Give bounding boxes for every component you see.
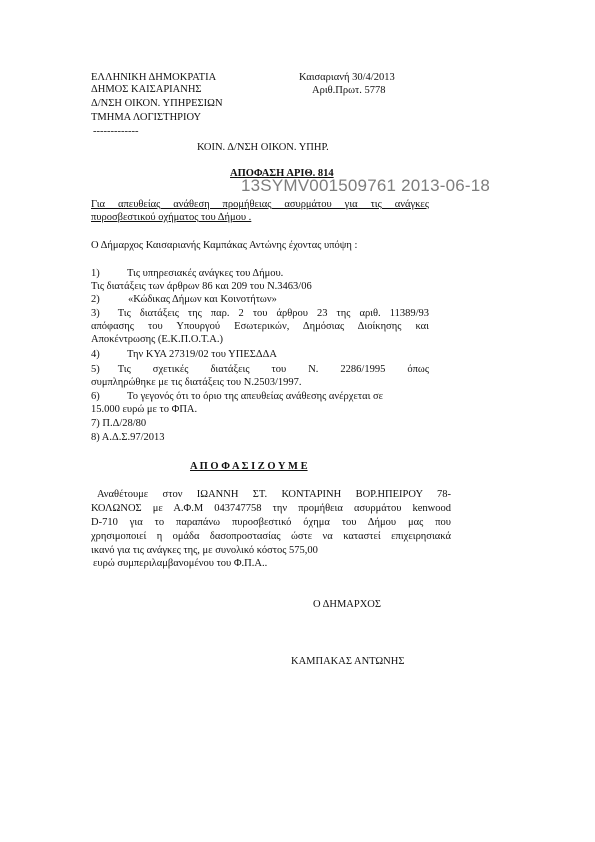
item-text: Τις διατάξεις της παρ. 2 του άρθρου 23 της αριθ. 11389/93 <box>117 308 429 319</box>
item-text: Το γεγονός ότι το όριο της απευθείας ανάθεσης ανέρχεται σε <box>127 391 384 402</box>
signature-role: Ο ΔΗΜΑΡΧΟΣ <box>313 599 381 610</box>
consideration-5 <box>91 364 429 376</box>
consideration-7: 7) Π.Δ/28/80 <box>91 418 147 429</box>
consideration-6 <box>91 391 383 403</box>
item-number: 3) <box>91 308 100 319</box>
intro-text: Ο Δήμαρχος Καισαριανής Καμπάκας Αντώνης έχοντας υπόψη : <box>91 240 358 251</box>
header-dashes: ------------- <box>93 126 139 137</box>
item-text: Τις σχετικές διατάξεις του Ν. 2286/1995 όπως <box>117 364 429 375</box>
item-text: «Κώδικας Δήμων και Κοινοτήτων» <box>128 294 277 305</box>
protocol-number: Αριθ.Πρωτ. 5778 <box>312 85 386 96</box>
header-directorate: Δ/ΝΣΗ ΟΙΚΟΝ. ΥΠΗΡΕΣΙΩΝ <box>91 98 223 109</box>
item-number: 4) <box>91 349 100 360</box>
item-number: 2) <box>91 294 100 305</box>
body-line-4: χρησιμοποιεί η ομάδα δασοπροστασίας ώστε να καταστεί επιχειρησιακά <box>91 531 451 542</box>
subject-line-2: πυροσβεστικού οχήματος του Δήμου . <box>91 212 252 223</box>
item-text: Τις υπηρεσιακές ανάγκες του Δήμου. <box>127 268 284 279</box>
consideration-3 <box>91 308 429 320</box>
subject-line-1: Για απευθείας ανάθεση προμήθειας ασυρμάτου για τις ανάγκες <box>91 199 429 210</box>
body-line-2: ΚΟΛΩΝΟΣ με Α.Φ.Μ 043747758 την προμήθεια ασυρμάτου kenwood <box>91 503 451 514</box>
body-line-5: ικανό για τις ανάγκες της, με συνολικό κόστος 575,00 <box>91 545 318 556</box>
consideration-3b: απόφασης του Υπουργού Εσωτερικών, Δημόσιας Διοίκησης και <box>91 321 429 332</box>
place-date: Καισαριανή 30/4/2013 <box>299 72 395 83</box>
consideration-6b: 15.000 ευρώ με το ΦΠΑ. <box>91 404 198 415</box>
body-line-3: D-710 για το παραπάνω πυροσβεστικό όχημα του Δήμου μας που <box>91 517 451 528</box>
recipient: ΚΟΙΝ. Δ/ΝΣΗ ΟΙΚΟΝ. ΥΠΗΡ. <box>197 142 329 153</box>
decision-title: ΑΠΟΦΑΣΗ ΑΡΙΘ. 814 <box>230 168 334 179</box>
consideration-8: 8) Α.Δ.Σ.97/2013 <box>91 432 165 443</box>
header-municipality: ΔΗΜΟΣ ΚΑΙΣΑΡΙΑΝΗΣ <box>91 84 202 95</box>
header-country: ΕΛΛΗΝΙΚΗ ΔΗΜΟΚΡΑΤΙΑ <box>91 72 217 83</box>
body-line-6: ευρώ συμπεριλαμβανομένου του Φ.Π.Α.. <box>93 558 268 569</box>
header-department: ΤΜΗΜΑ ΛΟΓΙΣΤΗΡΙΟΥ <box>91 112 202 123</box>
consideration-1b: Τις διατάξεις των άρθρων 86 και 209 του Ν.3463/06 <box>91 281 312 292</box>
signature-name: ΚΑΜΠΑΚΑΣ ΑΝΤΩΝΗΣ <box>291 656 405 667</box>
consideration-4 <box>91 349 277 361</box>
decide-heading: Α Π Ο Φ Α Σ Ι Ζ Ο Υ Μ Ε <box>190 461 308 472</box>
body-line-1: Αναθέτουμε στον ΙΩΑΝΝΗ ΣΤ. ΚΟΝΤΑΡΙΝΗ ΒΟΡ.ΗΠΕΙΡΟΥ 78- <box>97 489 451 500</box>
registry-stamp: 13SYMV001509761 2013-06-18 <box>241 176 491 195</box>
item-text: Την ΚΥΑ 27319/02 του ΥΠΕΣΔΔΑ <box>127 349 277 360</box>
item-number: 6) <box>91 391 100 402</box>
consideration-5b: συμπληρώθηκε με τις διατάξεις του Ν.2503/1997. <box>91 377 302 388</box>
consideration-2 <box>91 294 277 306</box>
consideration-3c: Αποκέντρωσης (Ε.Κ.Π.Ο.Τ.Α.) <box>91 334 224 345</box>
item-number: 5) <box>91 364 100 375</box>
item-number: 1) <box>91 268 100 279</box>
consideration-1 <box>91 268 283 280</box>
